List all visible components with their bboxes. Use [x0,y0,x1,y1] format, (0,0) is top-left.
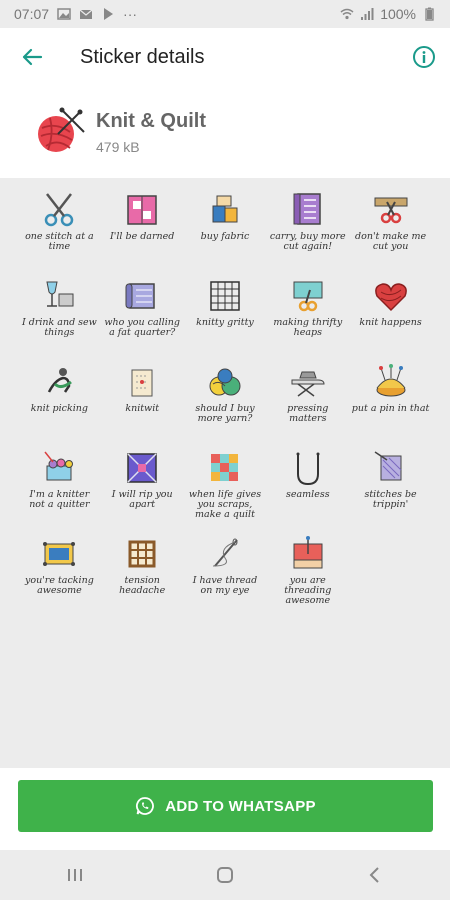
add-button-label: ADD TO WHATSAPP [165,797,316,815]
fabric-stack-icon [205,190,245,230]
sticker-item[interactable] [184,530,267,616]
signal-icon [360,7,374,21]
more-notifications: ··· [123,6,138,22]
back-nav-button[interactable] [345,850,405,900]
sticker-caption: I'm a knitter not a quitter [29,489,90,510]
sticker-item[interactable] [18,358,101,444]
yarn-ball-tray-icon [32,104,88,160]
sticker-caption: don't make me cut you [355,231,427,252]
status-time: 07:07 [14,6,50,22]
sticker-caption: I have thread on my eye [192,575,258,596]
battery-percent: 100% [380,6,416,22]
sticker-item[interactable] [184,186,267,272]
sticker-item[interactable] [18,186,101,272]
sticker-item[interactable] [266,272,349,358]
yarn-balls-icon [205,362,245,402]
info-button[interactable] [410,43,438,71]
sticker-caption: I'll be darned [110,231,175,242]
sticker-item[interactable] [101,444,184,530]
image-icon [57,7,71,21]
sticker-caption: I will rip you apart [111,489,173,510]
sticker-item[interactable] [184,272,267,358]
sticker-item[interactable] [184,358,267,444]
pack-name: Knit & Quilt [96,109,206,132]
battery-icon [422,7,436,21]
home-icon [215,865,235,885]
fabric-bolt-icon [288,190,328,230]
sticker-caption: stitches be trippin' [364,489,417,510]
sticker-item[interactable] [18,444,101,530]
wine-sewing-icon [39,276,79,316]
sticker-caption: making thrifty heaps [273,317,343,338]
sticker-item[interactable] [101,358,184,444]
play-store-icon [101,7,115,21]
recent-apps-button[interactable] [45,850,105,900]
back-chevron-icon [365,865,385,885]
navigation-bar [0,850,450,900]
cutting-fabric-icon [288,276,328,316]
scissors-icon [39,190,79,230]
sticker-caption: who you calling a fat quarter? [104,317,180,338]
tacked-fabric-icon [39,534,79,574]
sticker-item[interactable] [18,530,101,616]
sticker-item[interactable] [266,358,349,444]
sticker-caption: tension headache [119,575,166,596]
sticker-caption: I drink and sew things [21,317,97,338]
grid-square-icon [205,276,245,316]
page-title: Sticker details [80,45,205,68]
home-button[interactable] [195,850,255,900]
recent-apps-icon [65,865,85,885]
yarn-heart-icon [371,276,411,316]
sticker-caption: carry, buy more cut again! [269,231,346,252]
gmail-icon [79,7,93,21]
sticker-caption: put a pin in that [351,403,430,414]
sticker-caption: knit picking [30,403,88,414]
circular-needle-icon [288,448,328,488]
wifi-icon [340,7,354,21]
sticker-caption: you're tacking awesome [24,575,94,596]
pack-info [0,86,450,178]
sticker-caption: pressing matters [287,403,329,424]
sticker-caption: seamless [285,489,330,500]
knit-sign-icon [122,362,162,402]
knitting-person-icon [39,362,79,402]
back-arrow-icon [21,46,43,68]
status-bar [0,0,450,28]
sticker-caption: knitwit [125,403,160,414]
pincushion-icon [371,362,411,402]
fabric-roll-icon [122,276,162,316]
sticker-item[interactable] [18,272,101,358]
sticker-item[interactable] [101,272,184,358]
quilt-block-icon [122,448,162,488]
sticker-item[interactable] [349,444,432,530]
sticker-caption: should I buy more yarn? [195,403,255,424]
ironing-board-icon [288,362,328,402]
sticker-caption: when life gives you scraps, make a quilt [188,489,262,520]
sticker-item[interactable] [349,358,432,444]
embroidery-hoop-icon [122,534,162,574]
sticker-item[interactable] [266,444,349,530]
needle-thread-icon [205,534,245,574]
yarn-basket-icon [39,448,79,488]
sticker-item[interactable] [349,186,432,272]
sticker-item[interactable] [184,444,267,530]
sticker-item[interactable] [101,530,184,616]
pinned-fabric-icon [288,534,328,574]
knit-swatch-icon [371,448,411,488]
sticker-item[interactable] [266,530,349,616]
add-to-whatsapp-button[interactable] [18,780,433,832]
patchwork-icon [205,448,245,488]
back-button[interactable] [0,28,64,86]
scissors-measure-icon [371,190,411,230]
sticker-caption: knitty gritty [196,317,254,328]
sticker-caption: one stitch at a time [25,231,94,252]
sticker-item[interactable] [101,186,184,272]
bottom-bar [0,768,450,850]
whatsapp-icon [135,796,155,816]
sticker-grid [18,186,432,616]
sticker-caption: buy fabric [200,231,250,242]
pack-size: 479 kB [96,138,140,155]
info-icon [412,45,436,69]
sticker-item[interactable] [349,272,432,358]
sticker-caption: knit happens [359,317,422,328]
quilt-square-icon [122,190,162,230]
app-header [0,28,450,86]
sticker-item[interactable] [266,186,349,272]
sticker-caption: you are threading awesome [284,575,332,606]
